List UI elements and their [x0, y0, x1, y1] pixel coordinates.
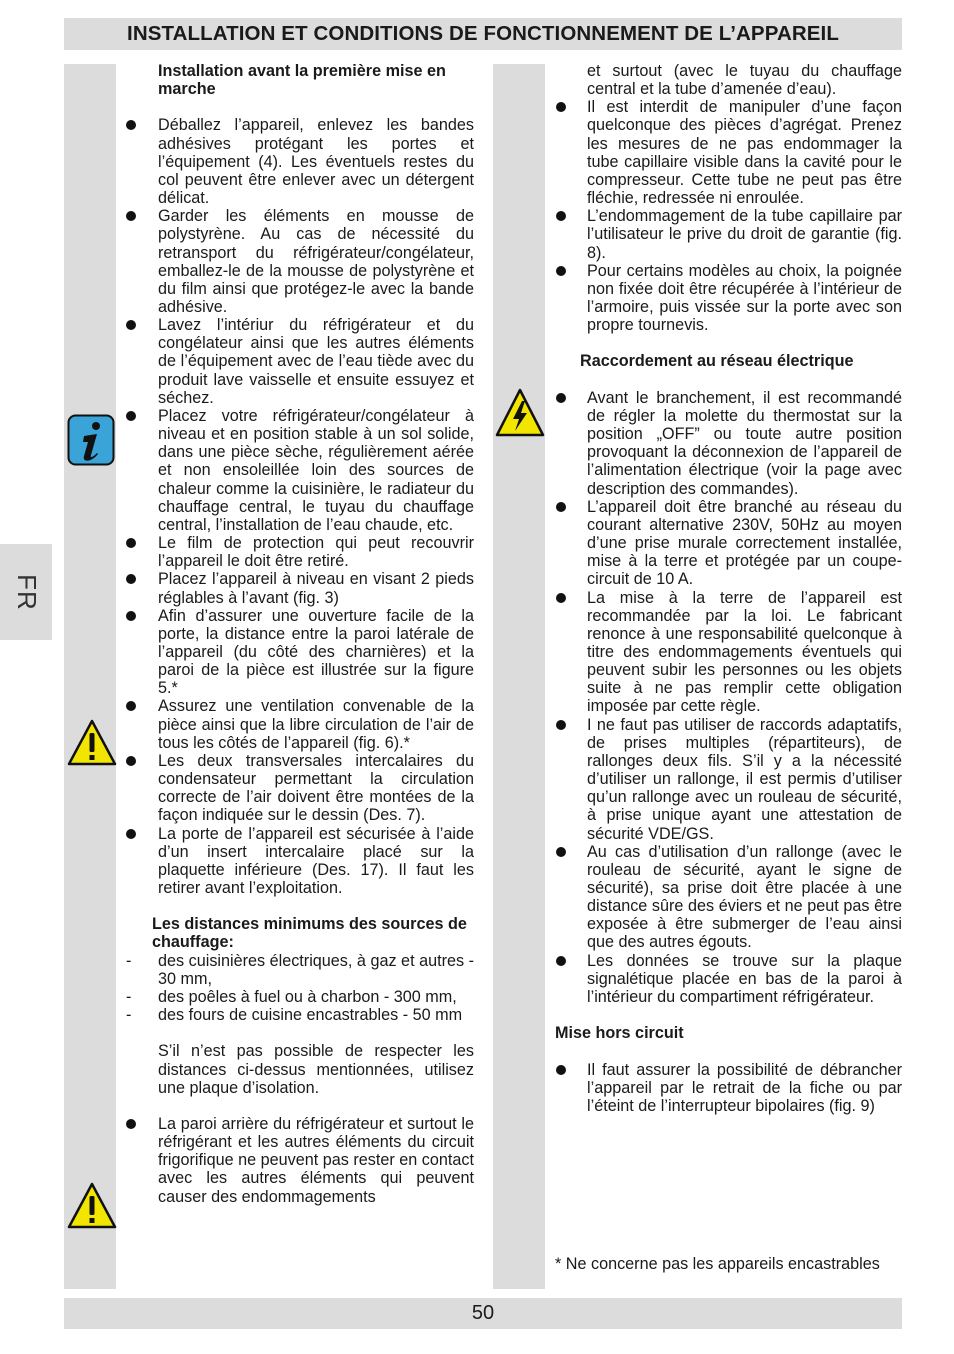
section-heading: Raccordement au réseau électrique [580, 352, 854, 371]
bullet-icon [126, 320, 136, 330]
list-item: Pour certains modèles au choix, la poignée non fixée doit être récupérée à l’intérieur de l’armoire, puis vissée sur la porte avec son propre tournevis. [587, 262, 902, 335]
bullet-icon [556, 956, 566, 966]
dash-marker: - [126, 987, 132, 1006]
list-item: Placez votre réfrigérateur/congélateur à niveau et en position stable à un sol solide, dans une pièce sèche, régulièrement aérée et non ensoleillée loin des sources de chaleur comme la cuisinière, le radiateur du chauffage central, le tuyau du chauffage central, l’installation de l’eau chaude, etc. [158, 407, 474, 534]
bullet-icon [556, 593, 566, 603]
bullet-icon [126, 538, 136, 548]
bullet-icon [556, 502, 566, 512]
list-item: L’endommagement de la tube capillaire par l’utilisateur le prive du droit de garantie (fig. 8). [587, 207, 902, 261]
page-footer [64, 1298, 902, 1329]
warning-icon [67, 719, 117, 767]
list-item: Lavez l’intériur du réfrigérateur et du congélateur ainsi que les autres éléments de l’équipement avec de l’eau tiède avec du produit lave vaisselle et ensuite essuyez et séchez. [158, 316, 474, 407]
list-item: Le film de protection qui peut recouvrir l’appareil le doit être retiré. [158, 534, 474, 570]
bullet-icon [126, 829, 136, 839]
bullet-icon [556, 720, 566, 730]
bullet-icon [556, 847, 566, 857]
list-item: La mise à la terre de l’appareil est recommandée par la loi. Le fabricant renonce à une responsabilité quelconque à titre des endommagements éventuels qui peuvent subir les personnes ou les objets suite à ne pas remplir cette obligation imposée par cette règle. [587, 589, 902, 716]
bullet-icon [126, 574, 136, 584]
bullet-icon [126, 120, 136, 130]
list-item: - des poêles à fuel ou à charbon - 300 mm, [126, 987, 457, 1006]
list-item: L’appareil doit être branché au réseau du courant alternative 230V, 50Hz au moyen d’une prise murale correctement installée, mise à la terre et protégée par un coupe-circuit de 10 A. [587, 498, 902, 589]
bullet-icon [126, 1119, 136, 1129]
section-heading: Les distances minimums des sources de chauffage: [152, 915, 467, 952]
warning-icon [67, 1182, 117, 1230]
bullet-icon [126, 211, 136, 221]
list-item: La paroi arrière du réfrigérateur et surtout le réfrigérant et les autres éléments du circuit frigorifique ne peuvent pas rester en contact avec les autres éléments qui peuvent causer des endommagements [158, 1115, 474, 1206]
footnote: * Ne concerne pas les appareils encastrables [555, 1255, 880, 1273]
right-column [555, 62, 902, 1115]
page-header [64, 18, 902, 50]
list-item: Garder les éléments en mousse de polystyrène. Au cas de nécessité du retransport du réfrigérateur/congélateur, emballez-le de la mousse de polystyrène et du film ainsi que protégez-le avec la bande adhésive. [158, 207, 474, 316]
list-item: I ne faut pas utiliser de raccords adaptatifs, de prises multiples (répartiteurs), de rallonges deux fils. S’il y a la nécessité d’utiliser un rallonge, il est permis d’utiliser qu’un rallonge avec un rouleau de sécurité, à prise unique ayant une attestation de sécurité VDE/GS. [587, 716, 902, 843]
high-voltage-icon [495, 388, 545, 438]
bullet-icon [126, 756, 136, 766]
bullet-icon [556, 266, 566, 276]
info-icon [67, 414, 115, 466]
dash-marker: - [126, 951, 132, 970]
list-item: - des cuisinières électriques, à gaz et autres - 30 mm, [126, 951, 474, 988]
left-margin-strip [64, 64, 116, 1289]
list-item: Les deux transversales intercalaires du condensateur permettant la circulation correcte de l’air doivent être montées de la façon indiquée sur le dessin (Des. 7). [158, 752, 474, 825]
page-title: INSTALLATION ET CONDITIONS DE FONCTIONNEMENT DE L’APPAREIL [127, 22, 839, 45]
language-label: FR [11, 573, 42, 611]
list-item: Les données se trouve sur la plaque signalétique placée en bas de la paroi à l’intérieur du compartiment réfrigérateur. [587, 952, 902, 1006]
list-item: Assurez une ventilation convenable de la pièce ainsi que la libre circulation de l’air de tous les côtés de l’appareil (fig. 6).* [158, 697, 474, 751]
bullet-icon [556, 393, 566, 403]
bullet-icon [556, 102, 566, 112]
bullet-icon [556, 1065, 566, 1075]
list-item: La porte de l’appareil est sécurisée à l’aide d’un insert intercalaire placé sur la plaquette inférieure (Des. 17). Il faut les retirer avant l’exploitation. [158, 825, 474, 898]
list-item: Déballez l’appareil, enlevez les bandes adhésives protégant les portes et l’équipement (4). Les éventuels restes du col peuvent être enlever avec un détergent délicat. [158, 116, 474, 207]
list-item: - des fours de cuisine encastrables - 50 mm [126, 1006, 463, 1025]
right-margin-strip [493, 64, 545, 1289]
continuation-text: et surtout (avec le tuyau du chauffage central et la tube d’amenée d’eau). [587, 62, 902, 99]
section-heading: Mise hors circuit [555, 1024, 684, 1043]
language-tab [0, 544, 52, 640]
bullet-icon [126, 701, 136, 711]
left-column [126, 62, 474, 1206]
list-item: Afin d’assurer une ouverture facile de la porte, la distance entre la paroi latérale de l’appareil (du côté des charnières) et la paroi de la pièce est illustrée sur la figure 5.* [158, 607, 474, 698]
list-item: Il est interdit de manipuler d’une façon quelconque des pièces d’agrégat. Prenez les mesures de ne pas endommager la tube capillaire visible dans la cavité pour le compresseur. Cette tube ne peut pas être fléchie, redressée ni enroulée. [587, 98, 902, 207]
list-item: Avant le branchement, il est recommandé de régler la molette du thermostat sur la position „OFF” ou toute autre position provoquant la déconnexion de l’appareil de l’alimentation électrique (voir la page avec description des commandes). [587, 389, 902, 498]
section-heading: Installation avant la première mise en marche [158, 62, 446, 99]
list-item: Au cas d’utilisation d’un rallonge (avec le rouleau de sécurité, ayant le signe de sécurité), sa prise doit être placée à une distance sûre des éviers et ne peut pas être exposée à être submerger de l’eau ainsi que des autres égouts. [587, 843, 902, 952]
bullet-icon [126, 611, 136, 621]
dash-marker: - [126, 1006, 132, 1025]
bullet-icon [126, 411, 136, 421]
isolation-note: S’il n’est pas possible de respecter les distances ci-dessus mentionnées, utilisez une plaque d’isolation. [158, 1042, 474, 1097]
page-number: 50 [471, 1302, 495, 1324]
bullet-icon [556, 211, 566, 221]
list-item: Placez l’appareil à niveau en visant 2 pieds réglables à l’avant (fig. 3) [158, 570, 474, 606]
list-item: Il faut assurer la possibilité de débrancher l’appareil par le retrait de la fiche ou par l’éteint de l’interrupteur bipolaires (fig. 9) [587, 1061, 902, 1115]
